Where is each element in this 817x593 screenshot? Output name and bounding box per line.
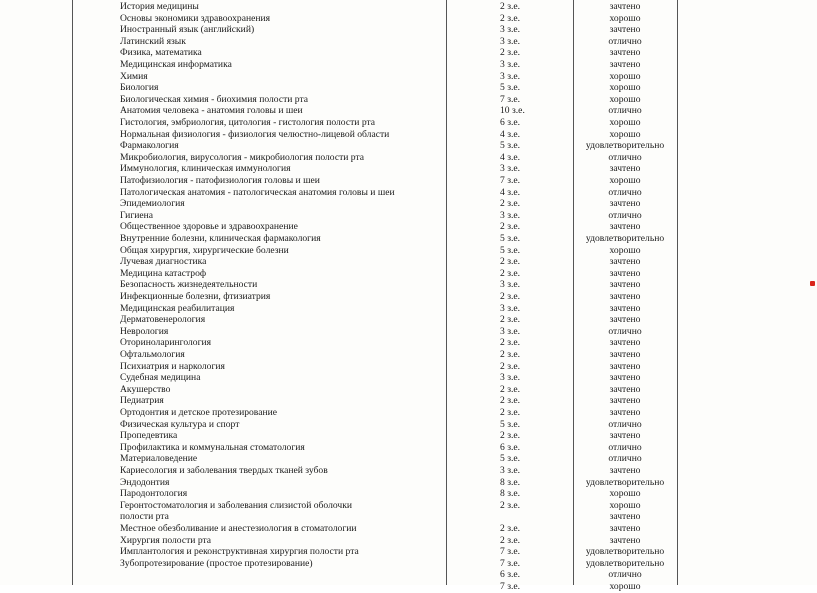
grade-value: зачтено [609,523,641,534]
credits-value: 4 з.е. [500,186,521,198]
table-row [0,47,817,59]
subject-name: Медицинская информатика [120,59,232,70]
table-row [0,337,817,349]
table-row [0,24,817,36]
grade-value: хорошо [609,93,641,105]
subject-name: Офтальмология [120,349,185,360]
subject-name: Эндодонтия [120,476,170,488]
subject-name: Безопасность жизнедеятельности [120,279,258,291]
credits-value: 10 з.е. [500,105,525,117]
grade-value: отлично [608,441,642,453]
subject-name: Профилактика и коммунальная стоматология [120,441,305,453]
credits-value: 3 з.е. [500,209,521,221]
table-row [0,36,817,48]
subject-name: Медицина катастроф [120,267,207,279]
grade-value: удовлетворительно [585,476,665,488]
table-row [0,94,817,106]
grade-value: зачтено [609,256,641,268]
table-row [0,268,817,280]
table-row [0,395,817,407]
subject-name: Судебная медицина [120,372,201,384]
grade-value: зачтено [609,407,641,418]
table-row [0,256,817,268]
credits-value: 3 з.е. [500,325,521,337]
table-row [0,210,817,222]
subject-name: Лучевая диагностика [120,256,207,268]
credits-value: 3 з.е. [500,59,521,70]
credits-value: 2 з.е. [500,337,521,349]
table-row [0,314,817,326]
table-row [0,384,817,396]
table-row [0,535,817,547]
credits-value: 5 з.е. [500,244,521,256]
table-row [0,71,817,83]
credits-value: 3 з.е. [500,465,521,476]
table-row [0,581,817,593]
credits-value: 5 з.е. [500,82,521,94]
subject-name: Кариесология и заболевания твердых тканей зубов [120,465,328,476]
subject-name: Пропедевтика [120,430,178,442]
subject-name: Физика, математика [120,47,202,59]
table-row [0,523,817,535]
table-row [0,372,817,384]
subject-name: Биологическая химия - биохимия полости рта [120,93,309,105]
subject-name: Ортодонтия и детское протезирование [120,407,277,418]
grade-value: зачтено [609,279,641,291]
subject-name: Биология [120,82,159,94]
subject-name: Акушерство [120,383,171,395]
table-row [0,558,817,570]
grade-value: зачтено [609,430,641,442]
grade-value: хорошо [609,70,641,82]
table-row [0,303,817,315]
grade-value: зачтено [609,511,641,523]
grade-value: зачтено [609,163,641,175]
subject-name: Зубопротезирование (простое протезирование) [120,557,313,569]
grade-value: зачтено [609,349,641,360]
grade-value: зачтено [609,24,641,36]
grade-value: зачтено [609,59,641,70]
subject-name: Химия [120,70,148,82]
subject-name: Неврология [120,325,169,337]
credits-value: 2 з.е. [500,221,521,233]
grade-value: удовлетворительно [585,546,665,558]
table-row [0,488,817,500]
credits-value: 8 з.е. [500,488,521,500]
credits-value: 3 з.е. [500,372,521,384]
credits-value: 2 з.е. [500,499,521,511]
credits-value: 6 з.е. [500,117,521,128]
subject-name: Фармакология [120,140,179,152]
grade-value: хорошо [609,244,641,256]
grade-value: отлично [608,105,642,117]
table-row [0,187,817,199]
grade-value: зачтено [609,198,641,210]
subject-name: Педиатрия [120,395,164,407]
grade-value: хорошо [609,581,641,592]
table-row [0,82,817,94]
table-row [0,233,817,245]
grade-value: отлично [608,325,642,337]
credits-value: 2 з.е. [500,407,521,418]
credits-value: 5 з.е. [500,453,521,465]
grade-value: зачтено [609,383,641,395]
table-row [0,140,817,152]
grade-value: зачтено [609,395,641,407]
table-row [0,152,817,164]
credits-value: 7 з.е. [500,175,521,186]
subject-name: полости рта [120,511,169,523]
table-row [0,361,817,373]
grade-value: хорошо [609,499,641,511]
subject-name: Микробиология, вирусология - микробиология полости рта [120,151,365,163]
subject-name: Гигиена [120,209,154,221]
table-row [0,163,817,175]
credits-value: 3 з.е. [500,279,521,291]
credits-value: 2 з.е. [500,523,521,534]
credits-value: 5 з.е. [500,418,521,430]
subject-name: Медицинская реабилитация [120,302,235,314]
table-row [0,291,817,303]
grade-value: отлично [608,151,642,163]
subject-name: Материаловедение [120,453,198,465]
grade-value: зачтено [609,337,641,349]
subject-name: Психиатрия и наркология [120,360,225,372]
table-row [0,175,817,187]
grade-value: отлично [608,453,642,465]
credits-value: 2 з.е. [500,1,521,12]
table-row [0,129,817,141]
subject-name: Внутренние болезни, клиническая фармакология [120,233,321,244]
table-row [0,279,817,291]
grade-value: зачтено [609,221,641,233]
subject-name: Общая хирургия, хирургические болезни [120,244,289,256]
credits-value: 2 з.е. [500,383,521,395]
subject-name: Общественное здоровье и здравоохранение [120,221,298,233]
credits-value: 6 з.е. [500,441,521,453]
credits-value: 8 з.е. [500,476,521,488]
grade-value: хорошо [609,175,641,186]
credits-value: 3 з.е. [500,24,521,36]
grade-value: хорошо [609,12,641,24]
grade-value: хорошо [609,117,641,128]
subject-name: Патологическая анатомия - патологическая анатомия головы и шеи [120,186,395,198]
table-row [0,326,817,338]
table-row [0,419,817,431]
grade-value: зачтено [609,372,641,384]
grade-value: отлично [608,35,642,47]
grade-value: зачтено [609,302,641,314]
credits-value: 2 з.е. [500,314,521,326]
grade-value: удовлетворительно [585,557,665,569]
credits-value: 4 з.е. [500,151,521,163]
table-row [0,546,817,558]
table-row [0,117,817,129]
table-row [0,569,817,581]
credits-value: 4 з.е. [500,128,521,140]
grade-value: удовлетворительно [585,140,665,152]
credits-value: 2 з.е. [500,360,521,372]
credits-value: 5 з.е. [500,140,521,152]
credits-value: 3 з.е. [500,70,521,82]
red-pen-mark [810,281,815,286]
subject-name: Имплантология и реконструктивная хирургия полости рта [120,546,359,558]
table-row [0,500,817,512]
credits-value: 2 з.е. [500,47,521,59]
grade-value: зачтено [609,534,641,546]
subject-name: Инфекционные болезни, фтизиатрия [120,291,271,302]
table-row [0,477,817,489]
grade-value: зачтено [609,314,641,326]
table-row [0,105,817,117]
credits-value: 7 з.е. [500,557,521,569]
table-row [0,442,817,454]
credits-value: 3 з.е. [500,35,521,47]
credits-value: 2 з.е. [500,349,521,360]
grade-value: зачтено [609,1,641,12]
subject-name: Местное обезболивание и анестезиология в стоматологии [120,523,357,534]
subject-name: Основы экономики здравоохранения [120,12,271,24]
grade-value: отлично [608,569,642,581]
grade-value: хорошо [609,82,641,94]
subject-name: Дерматовенерология [120,314,206,326]
table-row [0,198,817,210]
subject-name: Анатомия человека - анатомия головы и шеи [120,105,303,117]
table-row [0,221,817,233]
subject-name: Физическая культура и спорт [120,418,240,430]
table-row [0,511,817,523]
subject-name: Латинский язык [120,35,186,47]
credits-value: 7 з.е. [500,581,521,592]
credits-value: 2 з.е. [500,534,521,546]
subject-name: История медицины [120,1,199,12]
subject-name: Эпидемиология [120,198,185,210]
credits-value: 2 з.е. [500,256,521,268]
credits-value: 2 з.е. [500,12,521,24]
grade-value: хорошо [609,128,641,140]
subject-name: Хирургия полости рта [120,534,212,546]
credits-value: 2 з.е. [500,267,521,279]
table-row [0,245,817,257]
grade-value: зачтено [609,360,641,372]
grade-value: отлично [608,209,642,221]
subject-name: Оториноларингология [120,337,212,349]
credits-value: 3 з.е. [500,163,521,175]
grade-value: отлично [608,186,642,198]
subject-name: Патофизиология - патофизиология головы и шеи [120,175,320,186]
credits-value: 7 з.е. [500,546,521,558]
subject-name: Гистология, эмбриология, цитология - гистология полости рта [120,117,376,128]
table-row [0,59,817,71]
table-row [0,453,817,465]
credits-value: 6 з.е. [500,569,521,581]
subject-name: Иммунология, клиническая иммунология [120,163,291,175]
table-row [0,349,817,361]
grade-value: зачтено [609,291,641,302]
credits-value: 2 з.е. [500,430,521,442]
table-row [0,407,817,419]
credits-value: 5 з.е. [500,233,521,244]
grade-value: удовлетворительно [585,233,665,244]
credits-value: 2 з.е. [500,198,521,210]
grade-value: зачтено [609,465,641,476]
subject-name: Пародонтология [120,488,188,500]
subject-name: Иностранный язык (английский) [120,24,255,36]
subject-name: Нормальная физиология - физиология челюстно-лицевой области [120,128,390,140]
credits-value: 3 з.е. [500,302,521,314]
grade-value: отлично [608,418,642,430]
credits-value: 2 з.е. [500,291,521,302]
table-row [0,13,817,25]
grade-value: зачтено [609,267,641,279]
grade-value: хорошо [609,488,641,500]
credits-value: 7 з.е. [500,93,521,105]
table-row [0,430,817,442]
table-row [0,1,817,13]
table-row [0,465,817,477]
subject-name: Геронтостоматология и заболевания слизистой оболочки [120,499,353,511]
credits-value: 2 з.е. [500,395,521,407]
grade-value: зачтено [609,47,641,59]
